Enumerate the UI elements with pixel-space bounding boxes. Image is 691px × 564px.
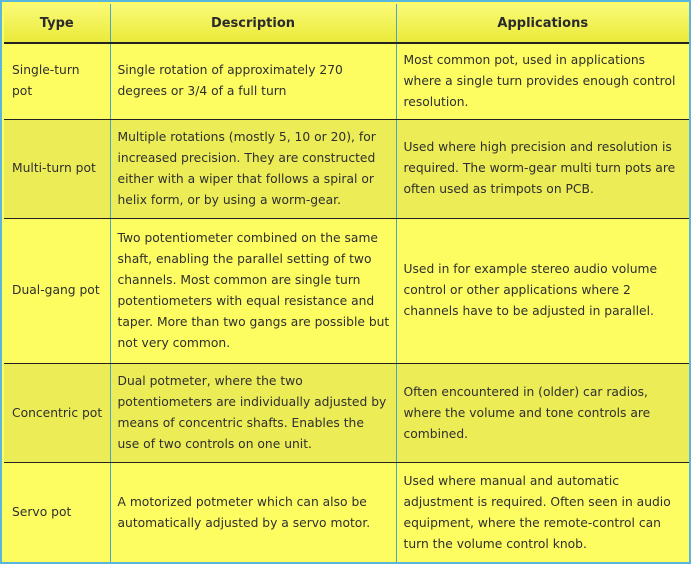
cell-description: Single rotation of approximately 270 degrees or 3/4 of a full turn <box>110 43 396 119</box>
table-row <box>4 218 689 363</box>
header-type: Type <box>4 4 110 43</box>
table-row <box>4 119 689 218</box>
cell-applications: Most common pot, used in applications where a single turn provides enough control resolution. <box>396 43 689 119</box>
header-description: Description <box>110 4 396 43</box>
cell-type: Multi-turn pot <box>4 119 110 218</box>
cell-applications: Often encountered in (older) car radios, where the volume and tone controls are combined. <box>396 364 689 463</box>
table-row <box>4 364 689 463</box>
cell-type: Dual-gang pot <box>4 218 110 363</box>
table-row <box>4 463 689 562</box>
cell-description: Dual potmeter, where the two potentiometers are individually adjusted by means of concentric shafts. Enables the use of two controls on one unit. <box>110 364 396 463</box>
cell-type: Single-turn pot <box>4 43 110 119</box>
cell-description: Two potentiometer combined on the same shaft, enabling the parallel setting of two channels. Most common are single turn potentiometers with equal resistance and taper. More than two gangs are possible but not very common. <box>110 218 396 363</box>
table-row <box>4 43 689 119</box>
potentiometer-types-table <box>4 4 689 562</box>
header-row <box>4 4 689 43</box>
header-applications: Applications <box>396 4 689 43</box>
cell-type: Concentric pot <box>4 364 110 463</box>
cell-applications: Used in for example stereo audio volume control or other applications where 2 channels have to be adjusted in parallel. <box>396 218 689 363</box>
cell-applications: Used where high precision and resolution is required. The worm-gear multi turn pots are often used as trimpots on PCB. <box>396 119 689 218</box>
cell-type: Servo pot <box>4 463 110 562</box>
cell-description: A motorized potmeter which can also be automatically adjusted by a servo motor. <box>110 463 396 562</box>
cell-applications: Used where manual and automatic adjustment is required. Often seen in audio equipment, where the remote-control can turn the volume control knob. <box>396 463 689 562</box>
cell-description: Multiple rotations (mostly 5, 10 or 20), for increased precision. They are constructed either with a wiper that follows a spiral or helix form, or by using a worm-gear. <box>110 119 396 218</box>
